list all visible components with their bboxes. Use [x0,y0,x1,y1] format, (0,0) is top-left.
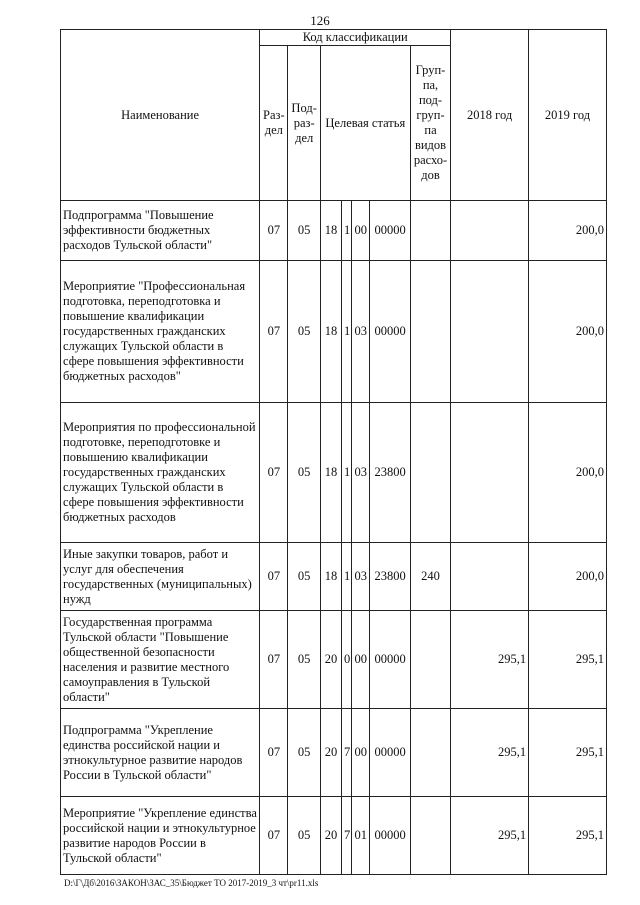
row-target-event: 00 [352,709,370,797]
row-group [410,611,450,709]
row-name: Мероприятия по профессиональной подготовке, переподготовке и повышению квалификации государственных гражданских служащих Тульской области в сфере повышения эффективности бюджетных расходов [61,403,260,543]
table-row [61,709,607,797]
row-razdel: 07 [260,261,288,403]
row-2018 [451,261,529,403]
row-target-program: 18 [320,543,341,611]
file-path-footer: D:\Г\Дб\2016\ЗАКОН\ЗАС_35\Бюджет ТО 2017-2019_3 чт\pr11.xls [64,878,319,888]
row-target-subprogram: 7 [342,709,352,797]
row-podrazdel: 05 [288,403,320,543]
row-podrazdel: 05 [288,201,320,261]
row-target-direction: 00000 [370,611,410,709]
row-2019: 200,0 [529,403,607,543]
row-target-direction: 00000 [370,797,410,875]
row-target-program: 18 [320,403,341,543]
row-podrazdel: 05 [288,543,320,611]
row-2019: 200,0 [529,261,607,403]
row-target-direction: 00000 [370,201,410,261]
budget-table [60,29,607,875]
row-group [410,797,450,875]
header-name: Наименование [61,30,260,201]
row-target-program: 20 [320,611,341,709]
row-2018: 295,1 [451,611,529,709]
row-2018 [451,403,529,543]
row-razdel: 07 [260,403,288,543]
table-row [61,261,607,403]
row-podrazdel: 05 [288,261,320,403]
row-target-subprogram: 1 [342,543,352,611]
row-name: Иные закупки товаров, работ и услуг для обеспечения государственных (муниципальных) нужд [61,543,260,611]
row-2019: 200,0 [529,543,607,611]
row-razdel: 07 [260,797,288,875]
table-row [61,611,607,709]
header-razdel: Раз- дел [260,46,288,201]
row-name: Мероприятие "Укрепление единства российской нации и этнокультурное развитие народов России в Тульской области" [61,797,260,875]
row-name: Мероприятие "Профессиональная подготовка, переподготовка и повышение квалификации государственных гражданских служащих Тульской области в сфере повышения эффективности бюджетных расходов" [61,261,260,403]
header-target: Целевая статья [320,46,410,201]
row-podrazdel: 05 [288,611,320,709]
row-target-program: 18 [320,201,341,261]
row-2018: 295,1 [451,797,529,875]
row-target-direction: 23800 [370,403,410,543]
row-target-program: 20 [320,709,341,797]
row-razdel: 07 [260,201,288,261]
row-name: Подпрограмма "Повышение эффективности бюджетных расходов Тульской области" [61,201,260,261]
table-row [61,403,607,543]
table-row [61,797,607,875]
row-2019: 200,0 [529,201,607,261]
row-target-event: 00 [352,201,370,261]
table-row [61,201,607,261]
row-target-event: 03 [352,543,370,611]
row-target-subprogram: 1 [342,403,352,543]
header-podrazdel: Под- раз- дел [288,46,320,201]
table-row [61,543,607,611]
row-podrazdel: 05 [288,709,320,797]
header-2018: 2018 год [451,30,529,201]
row-target-program: 18 [320,261,341,403]
row-name: Подпрограмма "Укрепление единства российской нации и этнокультурное развитие народов России в Тульской области" [61,709,260,797]
row-name: Государственная программа Тульской области "Повышение общественной безопасности населения и развитие местного самоуправления в Тульской области" [61,611,260,709]
row-group [410,201,450,261]
row-2019: 295,1 [529,709,607,797]
row-2019: 295,1 [529,797,607,875]
page-number: 126 [310,13,330,28]
row-target-program: 20 [320,797,341,875]
row-target-event: 01 [352,797,370,875]
row-target-event: 03 [352,261,370,403]
row-podrazdel: 05 [288,797,320,875]
row-target-event: 00 [352,611,370,709]
row-group: 240 [410,543,450,611]
row-2018: 295,1 [451,709,529,797]
row-2018 [451,201,529,261]
row-group [410,403,450,543]
row-razdel: 07 [260,611,288,709]
header-2019: 2019 год [529,30,607,201]
row-2019: 295,1 [529,611,607,709]
row-target-direction: 00000 [370,709,410,797]
row-group [410,709,450,797]
row-target-event: 03 [352,403,370,543]
header-code: Код классификации [260,30,451,46]
row-target-subprogram: 1 [342,261,352,403]
row-target-direction: 00000 [370,261,410,403]
row-2018 [451,543,529,611]
row-target-subprogram: 0 [342,611,352,709]
row-target-direction: 23800 [370,543,410,611]
row-razdel: 07 [260,543,288,611]
row-target-subprogram: 7 [342,797,352,875]
row-target-subprogram: 1 [342,201,352,261]
header-group: Груп- па, под- груп- па видов расхо- дов [410,46,450,201]
row-razdel: 07 [260,709,288,797]
row-group [410,261,450,403]
